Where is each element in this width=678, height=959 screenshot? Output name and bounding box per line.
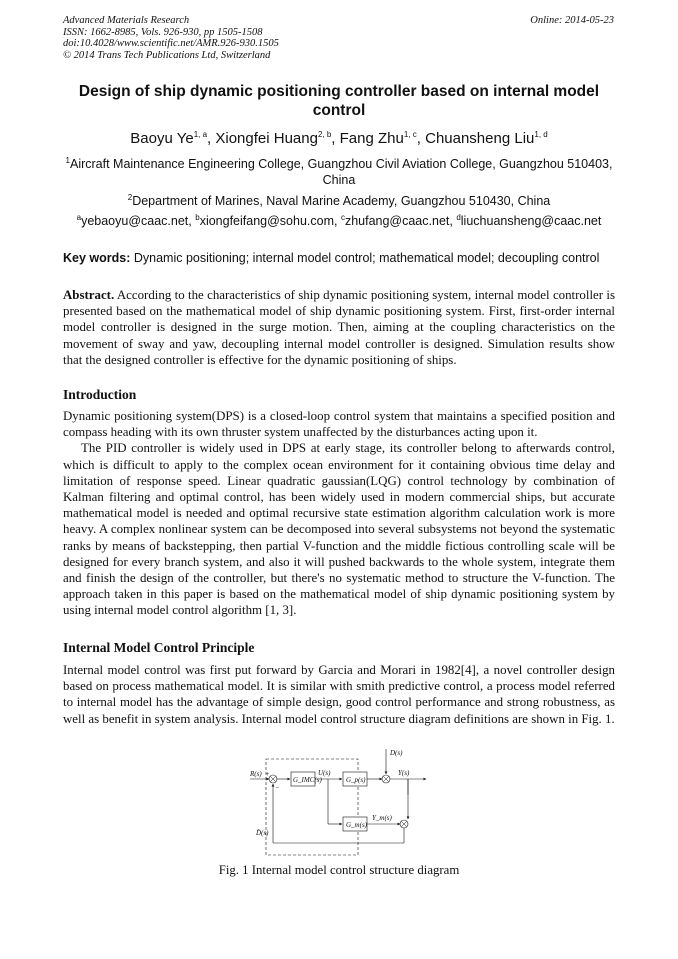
paragraph: The PID controller is widely used in DPS at early stage, its controller belong to afterwards control, which is difficult to apply to the complex ocean environment for it containing obvious time delay and limitation of response speed. Linear quadratic gaussian(LQG) control technology by combination of Kalman filtering and optimal control, has been widely used in modern commercial ships, but accurate mathematical model is needed and optimal recursive state estimation algorithm calculation work is more heavy. A complex nonlinear system can be decomposed into several subsystems not beyond the systematic ranks by means of backstepping, then partial V-function and the middle fictious controlling scale will be designed for every branch system, and also it will pushed backwards to the whole system, integrate them and finish the design of the controller, but there's no systematic method to structure the V-function. The approach taken in this paper is based on the mathematical model of ship dynamic positioning system by using internal model control algorithm [1, 3]. xyxy=(63,441,615,618)
email-link[interactable]: $^b$xiongfeifang@sohu.com xyxy=(195,212,334,228)
email-link[interactable]: $^a$yebaoyu@caac.net xyxy=(76,212,189,228)
label-gimc: G_IMC(s) xyxy=(293,776,322,784)
figure-caption: Fig. 1 Internal model control structure diagram xyxy=(218,863,460,877)
abstract xyxy=(63,287,615,368)
affiliation: $^2$Department of Marines, Naval Marine Academy, Guangzhou 510430, China xyxy=(127,192,551,208)
email-list: $^a$yebaoyu@caac.net, $^b$xiongfeifang@sohu.com, $^c$zhufang@caac.net, $^d$liuchuansheng@caac.net xyxy=(76,212,602,228)
section-heading-imc: Internal Model Control Principle xyxy=(63,640,255,655)
doi: doi:10.4028/www.scientific.net/AMR.926-930.1505 xyxy=(63,38,279,49)
label-gp: G_p(s) xyxy=(346,776,366,784)
paragraph: Internal model control was first put forward by Garcia and Morari in 1982[4], a novel controller design based on process mathematical model. It is similar with smith predictive control, a process model referred to internal model has the advantage of simple design, good control performance and strong robustness, as well as benefit in system analysis. Internal model control structure diagram definitions are shown in Fig. 1. xyxy=(63,663,615,726)
email-link[interactable]: $^d$liuchuansheng@caac.net xyxy=(456,212,602,228)
introduction-body xyxy=(63,408,615,619)
journal-header xyxy=(63,15,279,61)
issn: ISSN: 1662-8985, Vols. 926-930, pp 1505-1508 xyxy=(63,26,263,38)
label-y: Y(s) xyxy=(398,769,410,777)
author-list: Baoyu Ye$^{1, a}$, Xiongfei Huang$^{2, b}$, Fang Zhu$^{1, c}$, Chuansheng Liu$^{1, d}$ xyxy=(130,130,548,147)
label-gm: G_m(s) xyxy=(346,821,367,829)
section-heading-introduction: Introduction xyxy=(63,387,137,402)
author: Xiongfei Huang$^{2, b}$ xyxy=(215,130,332,147)
abstract-label: Abstract. xyxy=(63,288,115,302)
imc-block-diagram xyxy=(248,745,430,857)
email-link[interactable]: $^c$zhufang@caac.net xyxy=(340,212,450,228)
keywords-label: Key words: xyxy=(63,251,131,265)
copyright: © 2014 Trans Tech Publications Ltd, Switzerland xyxy=(63,49,271,61)
imc-body xyxy=(63,662,615,727)
label-ym: Y_m(s) xyxy=(372,814,392,822)
paper-title: Design of ship dynamic positioning controller based on internal model control xyxy=(78,83,600,119)
sign-minus: − xyxy=(275,784,280,792)
label-d: D(s) xyxy=(390,749,403,757)
journal-name: Advanced Materials Research xyxy=(63,15,190,26)
label-r: R(s) xyxy=(250,770,262,778)
keywords xyxy=(63,251,599,265)
author: Chuansheng Liu$^{1, d}$ xyxy=(425,130,548,147)
keywords-text: Dynamic positioning; internal model control; mathematical model; decoupling control xyxy=(133,251,600,265)
paragraph: Dynamic positioning system(DPS) is a closed-loop control system that maintains a specified position and compass heading with its own thruster system unaffected by the disturbances acting upon it. xyxy=(63,409,615,440)
affiliation: $^1$Aircraft Maintenance Engineering College, Guangzhou Civil Aviation College, Guangzhou 510403, China xyxy=(65,155,613,187)
sign-plus: + xyxy=(265,770,270,778)
online-date: Online: 2014-05-23 xyxy=(530,15,614,26)
label-dhat: D̂(s) xyxy=(256,829,269,837)
label-u: U(s) xyxy=(318,769,331,777)
author: Fang Zhu$^{1, c}$ xyxy=(339,130,417,147)
author: Baoyu Ye$^{1, a}$ xyxy=(130,130,208,147)
abstract-text: According to the characteristics of ship dynamic positioning system, internal model controller is presented based on the mathematical model of ship dynamic positioning system. First, first-order internal model controller is designed in the surge motion. Then, aiming at the coupling characteristics on the movement of sway and yaw, decoupling internal model controller is designed. Simulation results show that the designed controller is effective for the dynamic positioning of ships. xyxy=(63,288,616,367)
